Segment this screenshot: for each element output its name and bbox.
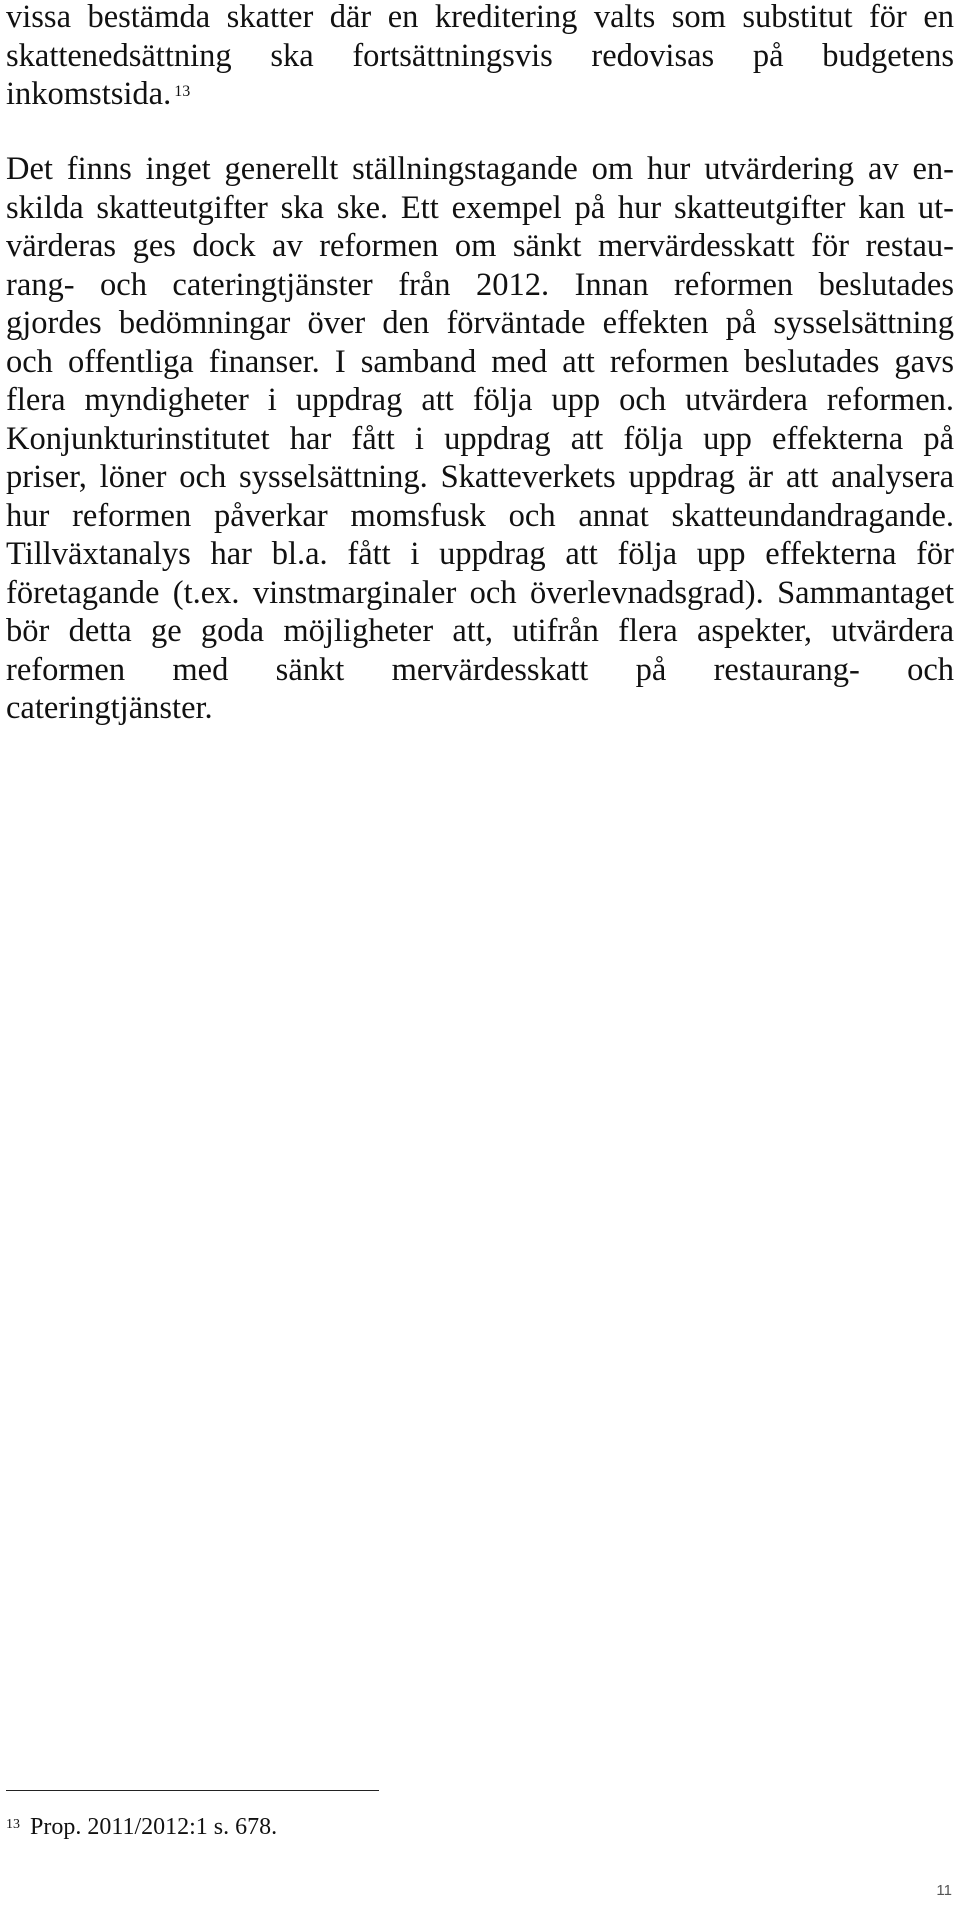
text-line: skilda skatteutgifter ska ske. Ett exempel på hur skatteutgifter kan ut- [6,189,954,226]
text-line: vissa bestämda skatter där en kreditering valts som substitut för en [6,0,954,35]
text-line: priser, löner och sysselsättning. Skatteverkets uppdrag är att analysera [6,459,954,495]
text-line: värderas ges dock av reformen om sänkt mervärdesskatt för restau- [6,228,954,264]
text-line: och offentliga finanser. I samband med att reformen beslutades gavs [6,343,954,380]
text-line-with-footnote [6,75,954,114]
footnote-reference[interactable]: 13 [174,83,191,100]
text-line: flera myndigheter i uppdrag att följa upp och utvärdera reformen. [6,382,954,418]
footnote-text: Prop. 2011/2012:1 s. 678. [30,1814,278,1840]
text-line: Tillväxtanalys har bl.a. fått i uppdrag att följa upp effekterna för [6,536,954,572]
text-line: Det finns inget generellt ställningstagande om hur utvärdering av en- [6,151,954,187]
paragraph-1 [6,0,954,114]
text-line: företagande (t.ex. vinstmarginaler och överlevnadsgrad). Sammantaget [6,574,954,611]
text-line: bör detta ge goda möjligheter att, utifrån flera aspekter, utvärdera [6,613,954,649]
text-line: rang- och cateringtjänster från 2012. Innan reformen beslutades [6,266,954,303]
text-line: Konjunkturinstitutet har fått i uppdrag att följa upp effekterna på [6,420,954,457]
text-line: cateringtjänster. [6,690,213,726]
text-line: gjordes bedömningar över den förväntade effekten på sysselsättning [6,305,954,341]
text-line-content: inkomstsida. [6,76,172,112]
footnote-divider [6,1790,379,1791]
text-line: skattenedsättning ska fortsättningsvis redovisas på budgetens [6,37,954,74]
footnote [6,1812,277,1842]
page-number: 11 [936,1882,952,1899]
text-line: reformen med sänkt mervärdesskatt på restaurang- och [6,651,954,688]
text-line: hur reformen påverkar momsfusk och annat skatteundandragande. [6,497,954,534]
footnote-number: 13 [6,1817,20,1832]
paragraph-2 [6,150,954,728]
